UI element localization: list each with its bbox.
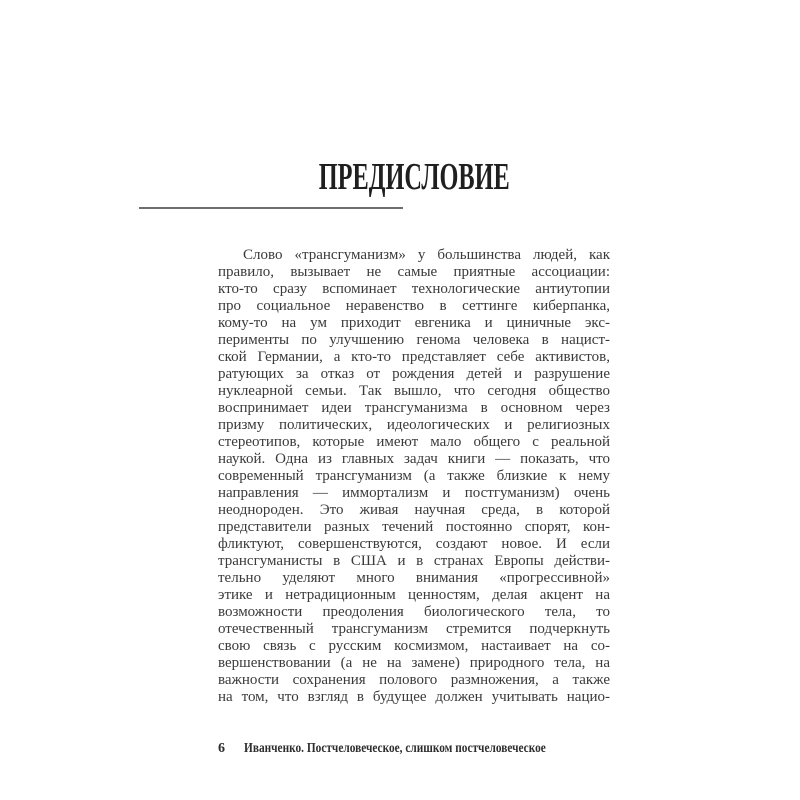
text-line: про социальное неравенство в сеттинге киберпанка, [218, 298, 610, 314]
text-line: представители разных течений постоянно спорят, кон- [218, 519, 610, 535]
text-line: ской Германии, а кто-то представляет себе активистов, [218, 349, 610, 365]
text-line: ратующих за отказ от рождения детей и разрушение [218, 366, 610, 382]
text-line: правило, вызывает не самые приятные ассоциации: [218, 264, 610, 280]
text-line: возможности преодоления биологического тела, то [218, 604, 610, 620]
text-line: трансгуманисты в США и в странах Европы действи- [218, 553, 610, 569]
text-line: отечественный трансгуманизм стремится подчеркнуть [218, 621, 610, 637]
text-line: этике и нетрадиционным ценностям, делая акцент на [218, 587, 610, 603]
text-line: тельно уделяют много внимания «прогрессивной» [218, 570, 610, 586]
text-line: на том, что взгляд в будущее должен учитывать нацио- [218, 689, 610, 705]
footer-running-title: Иванченко. Постчеловеческое, слишком постчеловеческое [244, 740, 546, 755]
text-line: кто-то сразу вспоминает технологические антиутопии [218, 281, 610, 297]
text-line: фликтуют, совершенствуются, создают новое. И если [218, 536, 610, 552]
text-line: наукой. Одна из главных задач книги — показать, что [218, 451, 610, 467]
text-line: современный трансгуманизм (а также близкие к нему [218, 468, 610, 484]
text-line: перименты по улучшению генома человека в нацист- [218, 332, 610, 348]
text-line: кому-то на ум приходит евгеника и циничные экс- [218, 315, 610, 331]
text-line: свою связь с русским космизмом, настаивает на со- [218, 638, 610, 654]
text-line: вершенствовании (а не на замене) природного тела, на [218, 655, 610, 671]
body-paragraph [218, 247, 610, 706]
text-line: стереотипов, которые имеют мало общего с реальной [218, 434, 610, 450]
page-footer [218, 740, 638, 757]
heading-rule [139, 207, 403, 209]
text-line: призму политических, идеологических и религиозных [218, 417, 610, 433]
text-line: направления — иммортализм и постгуманизм) очень [218, 485, 610, 501]
text-line: Слово «трансгуманизм» у большинства людей, как [243, 247, 610, 263]
text-line: воспринимает идеи трансгуманизма в основном через [218, 400, 610, 416]
chapter-heading-text: ПРЕДИСЛОВИЕ [318, 156, 510, 198]
text-line: неоднороден. Это живая научная среда, в которой [218, 502, 610, 518]
text-line: важности сохранения полового размножения, а также [218, 672, 610, 688]
text-line: нуклеарной семьи. Так вышло, что сегодня общество [218, 383, 610, 399]
chapter-heading [218, 158, 610, 196]
footer-page-number: 6 [218, 741, 225, 756]
